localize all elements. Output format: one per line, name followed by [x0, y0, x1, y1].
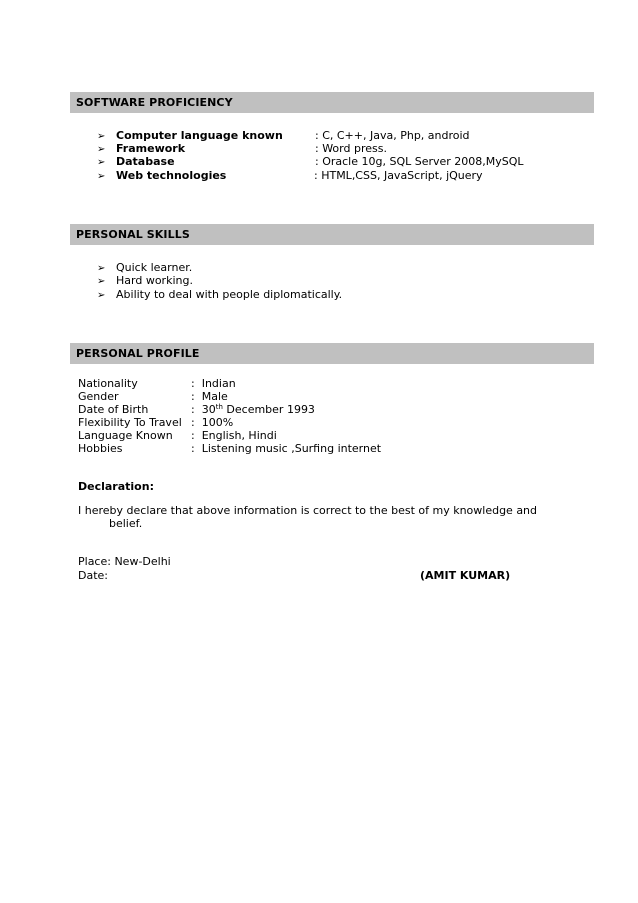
software-item-label: Web technologies [116, 169, 227, 182]
colon: : [191, 390, 195, 403]
profile-value-hobbies [191, 442, 381, 455]
profile-value-gender [191, 390, 228, 403]
colon: : [191, 377, 195, 390]
software-item-languages [97, 129, 283, 143]
dob-rest: December 1993 [222, 403, 315, 416]
skill-item-label: Hard working. [116, 274, 193, 287]
skill-item [97, 274, 193, 288]
arrow-bullet-icon: ➢ [97, 290, 106, 301]
personal-profile-heading: PERSONAL PROFILE [70, 343, 594, 364]
profile-label-hobbies: Hobbies [78, 442, 123, 455]
software-item-framework [97, 142, 185, 156]
arrow-bullet-icon: ➢ [97, 144, 106, 155]
declaration-text: I hereby declare that above information is correct to the best of my knowledge and [78, 504, 538, 517]
arrow-bullet-icon: ➢ [97, 157, 106, 168]
colon: : [191, 403, 195, 416]
software-item-value: : Oracle 10g, SQL Server 2008,MySQL [315, 155, 524, 168]
software-item-database [97, 155, 175, 169]
profile-value: Indian [201, 377, 236, 390]
skill-item [97, 288, 342, 302]
software-item-label: Database [116, 155, 175, 168]
software-item-value: : C, C++, Java, Php, android [315, 129, 470, 142]
signature-name: (AMIT KUMAR) [420, 569, 511, 582]
profile-value-travel [191, 416, 233, 429]
software-item-value: : HTML,CSS, JavaScript, jQuery [314, 169, 483, 182]
profile-label-gender: Gender [78, 390, 119, 403]
software-item-label: Computer language known [116, 129, 283, 142]
arrow-bullet-icon: ➢ [97, 171, 106, 182]
profile-label-travel: Flexibility To Travel [78, 416, 182, 429]
dob-day: 30 [201, 403, 216, 416]
software-item-web [97, 169, 226, 183]
date-line: Date: [78, 569, 108, 582]
software-item-value: : Word press. [315, 142, 387, 155]
declaration-heading: Declaration: [78, 480, 154, 493]
personal-skills-heading: PERSONAL SKILLS [70, 224, 594, 245]
profile-label-dob: Date of Birth [78, 403, 149, 416]
declaration-text-continued: belief. [109, 517, 143, 530]
profile-label-language: Language Known [78, 429, 173, 442]
colon: : [191, 442, 195, 455]
software-proficiency-heading: SOFTWARE PROFICIENCY [70, 92, 594, 113]
profile-value-language [191, 429, 277, 442]
skill-item-label: Ability to deal with people diplomatically. [116, 288, 343, 301]
profile-value-nationality [191, 377, 236, 390]
software-item-label: Framework [116, 142, 186, 155]
profile-value: 100% [201, 416, 234, 429]
colon: : [191, 416, 195, 429]
skill-item-label: Quick learner. [116, 261, 193, 274]
arrow-bullet-icon: ➢ [97, 131, 106, 142]
arrow-bullet-icon: ➢ [97, 263, 106, 274]
dob-day-suffix: th [215, 403, 223, 411]
profile-value-dob [191, 403, 315, 416]
profile-value: English, Hindi [201, 429, 277, 442]
profile-label-nationality: Nationality [78, 377, 138, 390]
skill-item [97, 261, 192, 275]
profile-value: Listening music ,Surfing internet [201, 442, 382, 455]
colon: : [191, 429, 195, 442]
place-line: Place: New-Delhi [78, 555, 171, 568]
arrow-bullet-icon: ➢ [97, 276, 106, 287]
profile-value: Male [201, 390, 228, 403]
